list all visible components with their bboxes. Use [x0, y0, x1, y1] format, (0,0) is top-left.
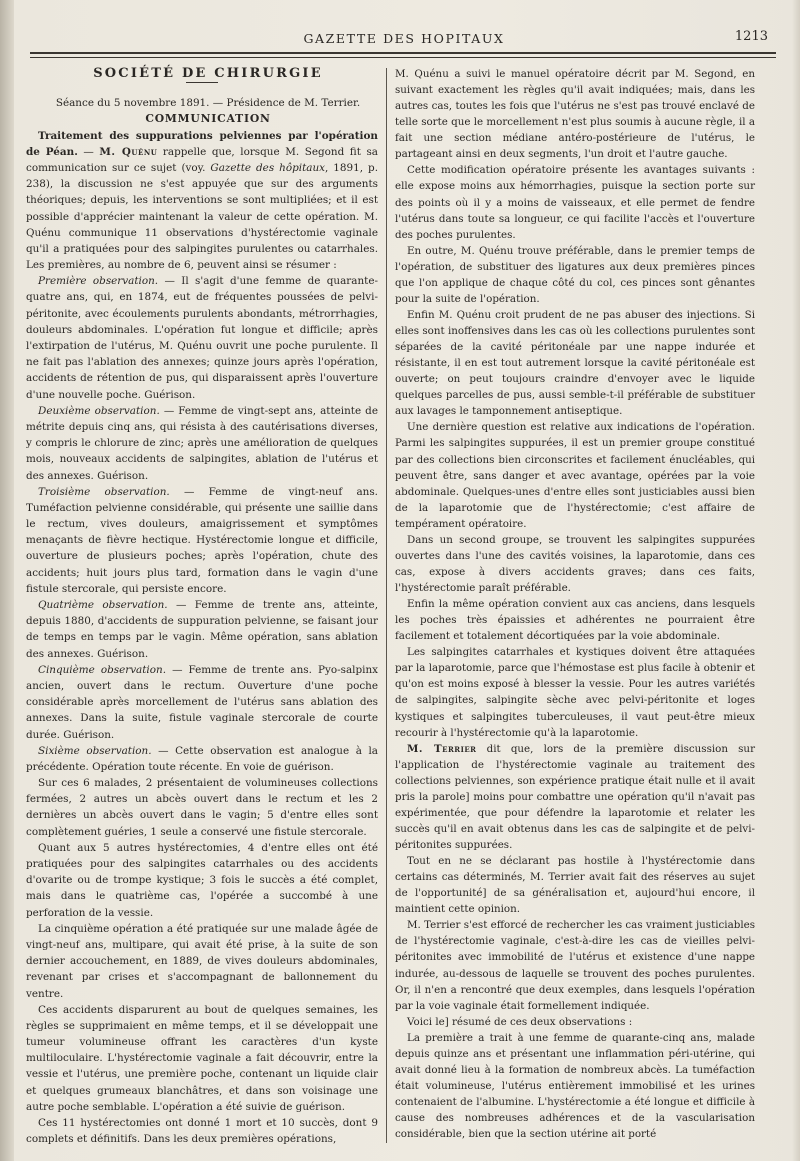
seance-line: Séance du 5 novembre 1891. — Présidence de M. Terrier. [55, 97, 361, 110]
section-title: SOCIÉTÉ DE CHIRURGIE [93, 66, 323, 81]
right-column [395, 66, 755, 1142]
journal-reference: Gazette des hôpitaux [210, 161, 326, 174]
paragraph-r10: Tout en ne se déclarant pas hostile à l'hystérectomie dans certains cas déterminés, M. Terrier avait fait des réserves au sujet de l'opportunité] de sa généralisation et, aujourd'hui encore, il maintient cette opinion. [395, 855, 755, 916]
paragraph-r8: Les salpingites catarrhales et kystiques doivent être attaquées par la laparotomie, parce que l'hémostase est plus facile à obtenir et qu'on est moins exposé à blesser la vessie. Pour les autres variétés de salpingites, salpingite sèche avec pelvi-péritonite et loges kystiques et salpingites tuberculeuses, il vaut peut-être mieux recourir à l'hystérectomie qu'à la laparotomie. [395, 646, 755, 739]
paragraph-cinquieme: La cinquième opération a été pratiquée sur une malade âgée de vingt-neuf ans, multipare, qui avait été prise, à la suite de son dernier accouchement, en 1889, de vives douleurs abdominales, revenant par crises et s'accompagnant de ballonnement du ventre. [26, 922, 378, 1000]
column-divider [386, 68, 387, 1143]
running-title: GAZETTE DES HOPITAUX [303, 31, 505, 46]
page-number: 1213 [734, 29, 768, 44]
paragraph-r7: Enfin la même opération convient aux cas anciens, dans lesquels les poches très épaissies et adhérentes ne pourraient être facilement et totalement décortiquées par la voie abdominale. [395, 598, 755, 643]
observation-6: Sixième observation. — Cette observation est analogue à la précédente. Opération toute récente. En voie de guérison. [26, 744, 378, 773]
paragraph-r1: M. Quénu a suivi le manuel opératoire décrit par M. Segond, en suivant exactement les règles qu'il avait indiquées; mais, dans les autres cas, toutes les fois que l'utérus ne s'est pas trouvé enclavé de telle sorte que le morcellement n'est plus soumis à aucune règle, il a fait une section médiane antéro-postérieure de l'utérus, le partageant ainsi en deux segments, l'un droit et l'autre gauche. [395, 68, 755, 161]
paragraph-quant: Quant aux 5 autres hystérectomies, 4 d'entre elles ont été pratiquées pour des salpingites catarrhales ou des accidents d'ovarite ou de trompe kystique; 3 fois le succès a été complet, mais dans le quatrième cas, l'opérée a succombé à une perforation de la vessie. [26, 841, 378, 919]
observation-1: Première observation. — Il s'agit d'une femme de quarante-quatre ans, qui, en 1874, eut de fréquentes poussées de pelvi-péritonite, avec écoulements purulents abondants, métrorrhagies, douleurs abdominales. L'opération fut longue et difficile; après l'extirpation de l'utérus, M. Quénu ouvrit une poche purulente. Il ne fait pas l'ablation des annexes; quinze jours après l'opération, accidents de rétention de pus, qui disparaissent après l'ouverture d'une nouvelle poche. Guérison. [26, 275, 378, 401]
article-paragraph: Traitement des suppurations pelviennes par l'opération de Péan. — M. Quénu rappelle que, lorsque M. Segond fit sa communication sur ce sujet (voy. Gazette des hôpitaux, 1891, p. 238), la discussion ne s'est appuyée que sur des arguments théoriques; depuis, les interventions se sont multipliées; et il est possible d'apprécier maintenant la valeur de cette opération. M. Quénu communique 11 observations d'hystérectomie vaginale qu'il a pratiquées pour des salpingites purulentes ou catarrhales. Les premières, au nombre de 6, peuvent ainsi se résumer : [26, 129, 379, 272]
paragraph-r12: Voici le] résumé de ces deux observations : [407, 1015, 633, 1028]
left-column [26, 66, 378, 1147]
observation-3: Troisième observation. — Femme de vingt-neuf ans. Tuméfaction pelvienne considérable, qui présente une saillie dans le rectum, vives douleurs, amaigrissement et symptômes menaçants de fièvre hectique. Hystérectomie longue et difficile, ouverture de plusieurs poches; après l'opération, chute des accidents; huit jours plus tard, formation dans le vagin d'une fistule stercorale, qui persiste encore. [26, 485, 378, 595]
observation-5: Cinquième observation. — Femme de trente ans. Pyo-salpinx ancien, ouvert dans le rectum. Ouverture d'une poche considérable après morcellement de l'utérus sans ablation des annexes. Dans la suite, fistule vaginale stercorale de courte durée. Guérison. [26, 663, 378, 741]
observation-4: Quatrième observation. — Femme de trente ans, atteinte, depuis 1880, d'accidents de suppuration pelvienne, se faisant jour de temps en temps par le vagin. Même opération, sans ablation des annexes. Guérison. [26, 599, 378, 660]
paragraph-accidents: Ces accidents disparurent au bout de quelques semaines, les règles se supprimaient en même temps, et il se développait une tumeur volumineuse offrant les caractères d'un kyste multiloculaire. L'hystérectomie vaginale a fait découvrir, entre la vessie et l'utérus, une première poche, contenant un liquide clair et quelques grumeaux blanchâtres, et dans son voisinage une autre poche semblable. L'opération a été suivie de guérison. [26, 1003, 378, 1113]
communication-heading: COMMUNICATION [145, 112, 271, 126]
binding-edge [0, 0, 14, 1161]
title-rule [186, 82, 218, 83]
observation-2: Deuxième observation. — Femme de vingt-sept ans, atteinte de métrite depuis cinq ans, qui résista à des cautérisations diverses, y compris le chlorure de zinc; après une amélioration de quelques mois, nouveaux accidents de salpingites, ablation de l'utérus et des annexes. Guérison. [26, 404, 378, 482]
paragraph-r9: M. Terrier dit que, lors de la première discussion sur l'application de l'hystérectomie vaginale au traitement des collections pelviennes, son expérience pratique était nulle et il avait pris la parole] moins pour combattre une opération qu'il n'avait pas expérimentée, que pour défendre la laparotomie et relater les succès qu'il en avait obtenus dans les cas de salpingite et de pelvi-péritonites suppurées. [395, 742, 755, 851]
paragraph-malades: Sur ces 6 malades, 2 présentaient de volumineuses collections fermées, 2 autres un abcès ouvert dans le rectum et les 2 dernières un abcès ouvert dans le vagin; 5 d'entre elles sont complètement guéries, 1 seule a conservé une fistule stercorale. [26, 777, 378, 838]
header-rule-thick [30, 52, 776, 54]
paragraph-r4: Enfin M. Quénu croit prudent de ne pas abuser des injections. Si elles sont inoffensives dans les cas où les collections purulentes sont séparées de la cavité péritonéale par une nappe indurée et résistante, il en est tout autrement lorsque la cavité péritonéale est ouverte; on peut toujours craindre d'envoyer avec le liquide quelques parcelles de pus, aussi semble-t-il préférable de substituer aux lavages le tamponnement antiseptique. [395, 308, 755, 418]
speaker-name: M. Terrier [407, 742, 477, 755]
paragraph-onze: Ces 11 hystérectomies ont donné 1 mort et 10 succès, dont 9 complets et définitifs. Dans les deux premières opérations, [26, 1117, 378, 1146]
page-edge [792, 0, 800, 1161]
paragraph-r3: En outre, M. Quénu trouve préférable, dans le premier temps de l'opération, de substituer des ligatures aux deux premières pinces que l'on applique de chaque côté du col, ces pinces sont gênantes pour la suite de l'opération. [395, 244, 755, 305]
paragraph-r6: Dans un second groupe, se trouvent les salpingites suppurées ouvertes dans l'une des cavités voisines, la laparotomie, dans ces cas, expose à divers accidents graves; dans ces faits, l'hystérectomie paraît préférable. [395, 533, 755, 594]
paragraph-r5: Une dernière question est relative aux indications de l'opération. Parmi les salpingites suppurées, il est un premier groupe constitué par des collections bien circonscrites et facilement énucléables, qui peuvent être, sans danger et avec avantage, opérées par la voie abdominale. Quelques-unes d'entre elles sont justiciables aussi bien de la laparotomie que de l'hystérectomie; c'est affaire de tempérament opératoire. [395, 421, 755, 530]
article-title: Traitement des suppurations pelviennes par l'opération de Péan. [26, 129, 378, 158]
paragraph-r11: M. Terrier s'est efforcé de rechercher les cas vraiment justiciables de l'hystérectomie vaginale, c'est-à-dire les cas de vieilles pelvi-péritonites avec immobilité de l'utérus et existence d'une nappe indurée, au-dessous de laquelle se trouvent des poches purulentes. Or, il n'en a rencontré que deux exemples, dans lesquels l'opération par la voie vaginale était formellement indiquée. [395, 919, 755, 1012]
paragraph-r2: Cette modification opératoire présente les avantages suivants : elle expose moins aux hémorrhagies, puisque la section porte sur des points où il y a moins de vaisseaux, et elle permet de fendre l'utérus dans toute sa longueur, ce qui facilite l'accès et l'ouverture des poches purulentes. [395, 164, 755, 241]
header-rule-thin [30, 57, 776, 58]
paragraph-r13: La première a trait à une femme de quarante-cinq ans, malade depuis quinze ans et présentant une inflammation péri-utérine, qui avait donné lieu à la formation de nombreux abcès. La tuméfaction était volumineuse, l'utérus entièrement immobilisé et les urines contenaient de l'albumine. L'hystérectomie a été longue et difficile à cause des nombreuses adhérences et de la vascularisation considérable, bien que la section utérine ait porté [395, 1031, 755, 1141]
speaker-name: M. Quénu [99, 145, 158, 158]
running-head [18, 31, 790, 49]
